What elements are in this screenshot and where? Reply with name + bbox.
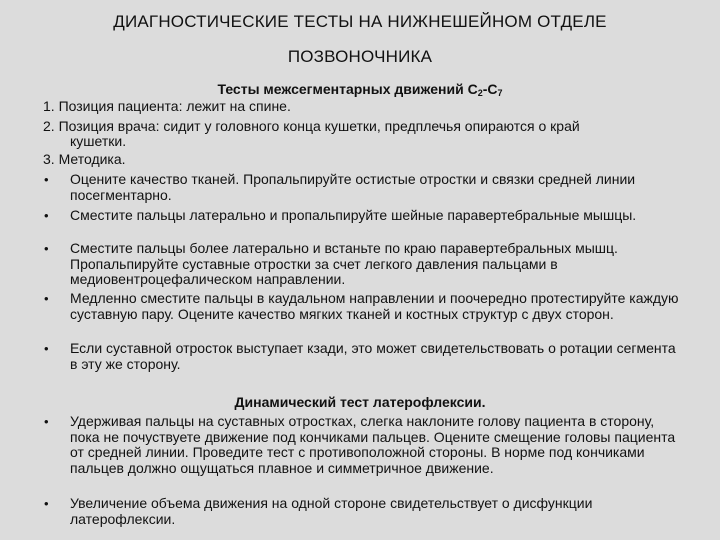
- bullet-icon: •: [44, 241, 49, 256]
- list-item-doctor-position: 2. Позиция врача: сидит у головного конца кушетки, предплечья опираются о край: [43, 118, 580, 134]
- slide-title-line-2: ПОЗВОНОЧНИКА: [287, 47, 433, 66]
- section-heading-intersegmental: [60, 81, 660, 98]
- bullet-item: Удерживая пальцы на суставных отростках, слегка наклоните голову пациента в сторону, пока не почуствуете движение под кончиками пальцев. Оцените смещение головы пациента от средней линии. Проведите тест с противоположной стороны. В норме под кончиками пальцев должно ощущаться плавное и симметричное движение.: [70, 413, 676, 476]
- section-heading-lateroflexion: Динамический тест латерофлексии.: [234, 394, 486, 410]
- bullet-icon: •: [44, 496, 49, 511]
- heading-subscript: 7: [497, 88, 503, 98]
- bullet-item: Сместите пальцы более латерально и встаньте по краю паравертебральных мышц. Пропальпируйте суставные отростки за счет легкого давления пальцами в медиовентроцефалическом направлении.: [70, 240, 618, 287]
- bullet-item: Оцените качество тканей. Пропальпируйте остистые отростки и связки средней линии посегментарно.: [70, 171, 636, 203]
- bullet-item: Если суставной отросток выступает кзади, это может свидетельствовать о ротации сегмента в эту же сторону.: [70, 340, 676, 372]
- slide-title-line-1: ДИАГНОСТИЧЕСКИЕ ТЕСТЫ НА НИЖНЕШЕЙНОМ ОТДЕЛЕ: [113, 12, 607, 31]
- list-item-patient-position: 1. Позиция пациента: лежит на спине.: [43, 98, 291, 114]
- bullet-icon: •: [44, 291, 49, 306]
- bullet-icon: •: [44, 414, 49, 429]
- bullet-item: Увеличение объема движения на одной стороне свидетельствует о дисфункции латерофлексии.: [70, 495, 593, 527]
- bullet-icon: •: [44, 341, 49, 356]
- list-item-method: 3. Методика.: [43, 151, 126, 167]
- bullet-icon: •: [44, 208, 49, 223]
- list-item-doctor-position-cont: кушетки.: [70, 133, 127, 149]
- heading-subscript: 2: [477, 88, 483, 98]
- heading-text: -С: [482, 81, 498, 97]
- heading-text: Тесты межсегментарных движений С: [217, 81, 478, 97]
- bullet-item: Медленно сместите пальцы в каудальном направлении и поочередно протестируйте каждую суставную пару. Оцените качество мягких тканей и костных структур с двух сторон.: [70, 290, 679, 322]
- bullet-item: Сместите пальцы латерально и пропальпируйте шейные паравертебральные мышцы.: [70, 207, 637, 223]
- bullet-icon: •: [44, 172, 49, 187]
